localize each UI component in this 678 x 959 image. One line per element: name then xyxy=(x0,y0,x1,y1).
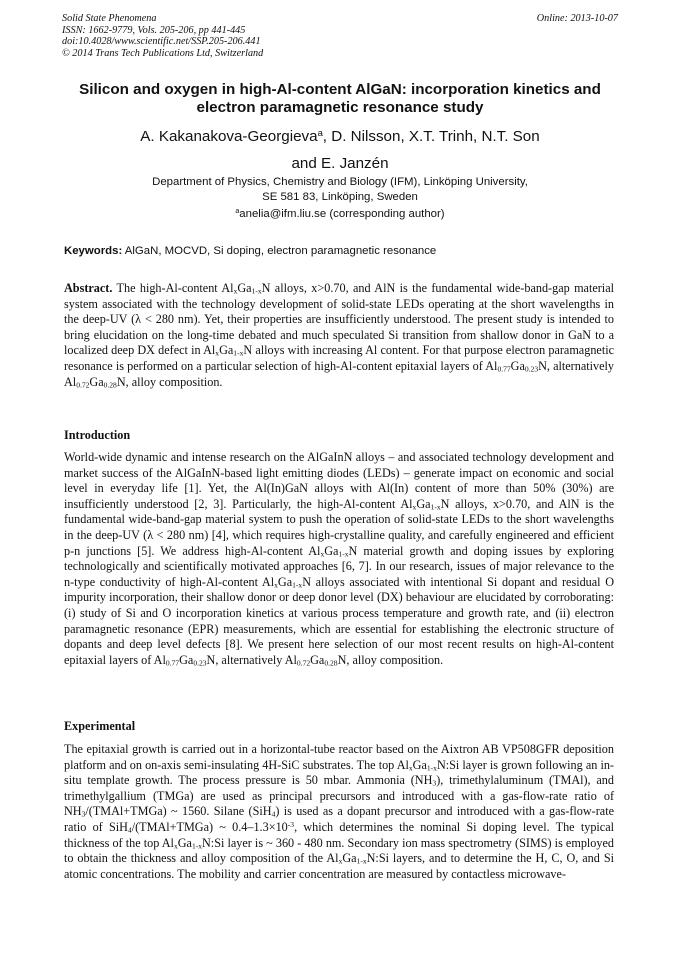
email-affil-mark: a xyxy=(235,208,240,216)
journal-doi[interactable]: doi:10.4028/www.scientific.net/SSP.205-206.441 xyxy=(62,36,261,48)
paper-title xyxy=(62,81,618,117)
subscript: 1-x xyxy=(338,549,349,559)
experimental-paragraph xyxy=(64,742,614,882)
title-line-2: electron paramagnetic resonance study xyxy=(196,99,484,116)
intro-text: N, alternatively Al xyxy=(206,652,297,667)
keywords xyxy=(64,244,620,259)
subscript: x xyxy=(233,286,238,296)
exp-text: , which determines the nominal Si doping level. The typical thickness of the top Al xyxy=(64,819,615,850)
journal-name: Solid State Phenomena xyxy=(62,13,157,24)
intro-text: Ga xyxy=(179,652,194,667)
subscript: 3 xyxy=(81,809,86,819)
title-line-1: Silicon and oxygen in high-Al-content AlGaN: incorporation kinetics and xyxy=(79,81,601,98)
keywords-label: Keywords: xyxy=(64,245,123,257)
exp-text: N:Si layer is ~ 360 - 480 nm. Secondary ion mass spectrometry (SIMS) is employed to obtain the thickness and alloy composition of the Al xyxy=(64,835,614,866)
journal-copyright: © 2014 Trans Tech Publications Ltd, Switzerland xyxy=(62,47,264,59)
subscript: 0.77 xyxy=(165,658,180,668)
abstract-paragraph xyxy=(64,281,614,390)
subscript: x xyxy=(338,856,343,866)
abstract-text: The high-Al-content Al xyxy=(112,281,234,295)
abstract-text: Ga xyxy=(510,358,525,373)
subscript: x xyxy=(412,502,417,512)
intro-text: Ga xyxy=(416,496,431,511)
author-list xyxy=(62,123,618,177)
subscript: 0.72 xyxy=(296,658,311,668)
exp-text: /(TMAl+TMGa) ~ 0.4–1.3×10 xyxy=(131,819,288,834)
exp-text: ), trimethylaluminum (TMAl), and trimethylgallium (TMGa) are used as principal precursors and introduced with a gas-flow-rate ratio of NH xyxy=(64,773,614,819)
subscript: 4 xyxy=(271,809,276,819)
subscript: 4 xyxy=(127,825,132,835)
author-line-2: and E. Janzén xyxy=(291,155,389,172)
affiliation-line-2: SE 581 83, Linköping, Sweden xyxy=(262,191,418,203)
abstract-text: N alloys, x>0.70, and AlN is the fundamental wide-band-gap material system associated with the technology development of solid-state LEDs operating at the short wavelengths in the deep-UV (λ < 280 nm). Yet, their properties are insufficiently understood. The present study is intended to bring elucidation on the long-time debated and much speculated Si transition from shallow donor in GaN to a localized deep DX defect in Al xyxy=(64,281,614,358)
exp-text: Ga xyxy=(342,851,357,866)
subscript: x xyxy=(173,841,178,851)
author-first: A. Kakanakova-Georgieva xyxy=(140,128,318,145)
abstract-text: Ga xyxy=(89,374,104,389)
exp-text: The epitaxial growth is carried out in a horizontal-tube reactor based on the Aixtron AB VP508GFR deposition platform and on on-axis semi-insulating 4H-SiC substrates. The top Al xyxy=(64,742,614,772)
subscript: 1-x xyxy=(251,286,262,296)
subscript: 0.72 xyxy=(76,380,90,390)
intro-text: N, alloy composition. xyxy=(337,652,444,667)
intro-text: N material growth and doping issues by exploring technologically and scientifically motivated approaches [6, 7]. In our research, issues of major relevance to the n-type conductivity of high-Al-content Al xyxy=(64,543,614,589)
intro-text: World-wide dynamic and intense research on the AlGaInN alloys – and associated technology development and market success of the AlGaInN-based light emitting diodes (LEDs) – generate impact on economic and social level in everyday life [1]. Yet, the Al(In)GaN alloys with Al(In) content of more than 50% (30%) are insufficiently understood [2, 3]. Particularly, the high-Al-content Al xyxy=(64,450,614,511)
journal-issn: ISSN: 1662-9779, Vols. 205-206, pp 441-445 xyxy=(62,24,246,36)
author-line-1 xyxy=(62,123,618,150)
abstract-label: Abstract. xyxy=(64,281,113,295)
online-date: Online: 2013-10-07 xyxy=(536,13,618,24)
introduction-paragraph xyxy=(64,450,614,668)
subscript: x xyxy=(215,348,220,358)
abstract-text: N, alloy composition. xyxy=(116,374,223,389)
subscript: x xyxy=(408,763,413,773)
superscript: -3 xyxy=(287,819,295,829)
exp-text: ) is used as a dopant precursor and introduced with a gas-flow-rate ratio of SiH xyxy=(64,804,615,834)
subscript: 0.28 xyxy=(103,380,117,390)
corresponding-email xyxy=(62,207,618,222)
abstract-text: N, alternatively Al xyxy=(64,358,614,389)
journal-header xyxy=(62,13,618,59)
subscript: 1-x xyxy=(430,502,441,512)
subscript: x xyxy=(320,549,325,559)
subscript: 1-x xyxy=(292,580,303,590)
abstract-text: Ga xyxy=(219,343,234,358)
subscript: 1-x xyxy=(191,841,202,851)
affiliation xyxy=(62,175,618,205)
email-text[interactable]: anelia@ifm.liu.se (corresponding author) xyxy=(239,208,445,220)
author-rest: , D. Nilsson, X.T. Trinh, N.T. Son xyxy=(322,128,540,145)
abstract-text: N alloys with increasing Al content. For that purpose electron paramagnetic resonance is performed on a particular selection of high-Al-content epitaxial layers of Al xyxy=(64,343,614,373)
intro-text: Ga xyxy=(277,574,293,589)
exp-text: Ga xyxy=(177,835,192,850)
subscript: x xyxy=(274,580,278,590)
exp-text: /(TMAl+TMGa) ~ 1560. Silane (SiH xyxy=(85,804,272,819)
affiliation-line-1: Department of Physics, Chemistry and Biology (IFM), Linköping University, xyxy=(152,176,528,188)
subscript: 3 xyxy=(432,778,437,788)
abstract-text: Ga xyxy=(237,281,252,295)
section-heading-introduction: Introduction xyxy=(64,428,131,442)
exp-text: N:Si layers, and to determine the H, C, O, and Si atomic concentrations. The mobility and carrier concentration are measured by contactless microwave- xyxy=(64,851,614,881)
section-heading-experimental: Experimental xyxy=(64,719,136,733)
author-affil-mark: a xyxy=(317,126,323,138)
subscript: 0.23 xyxy=(193,658,207,668)
subscript: 1-x xyxy=(426,763,437,773)
keywords-text: AlGaN, MOCVD, Si doping, electron paramagnetic resonance xyxy=(122,245,437,257)
intro-text: N alloys, x>0.70, and AlN is the fundamental wide-band-gap material system to push the operation of solid-state LEDs to the short wavelengths in the deep-UV (λ < 280 nm) [4], which requires high-crystalline quality, and carefully engineered and efficient p-n junctions [5]. We address high-Al-content Al xyxy=(64,496,615,558)
exp-text: Ga xyxy=(412,757,427,772)
subscript: 0.23 xyxy=(524,364,539,374)
subscript: 1-x xyxy=(233,348,244,358)
intro-text: Ga xyxy=(324,543,339,558)
subscript: 0.77 xyxy=(497,364,511,374)
subscript: 1-x xyxy=(356,856,367,866)
intro-text: Ga xyxy=(310,652,325,667)
subscript: 0.28 xyxy=(324,658,338,668)
exp-text: N:Si layer is grown following an in-situ template growth. The process pressure is 50 mbar. Ammonia (NH xyxy=(64,757,614,788)
intro-text: N alloys associated with intentional Si dopant and residual O impurity incorporation, their shallow donor or deep donor level (DX) behaviour are elucidated by corroborating: (i) study of Si and O incorporation kinetics at various process temperature and growth rate, and (ii) electron paramagnetic resonance (EPR) measurements, which are essential for establishing the electronic structure of dopants and deep level defects [8]. We present here selection of our most recent results on high-Al-content epitaxial layers of Al xyxy=(64,574,614,667)
